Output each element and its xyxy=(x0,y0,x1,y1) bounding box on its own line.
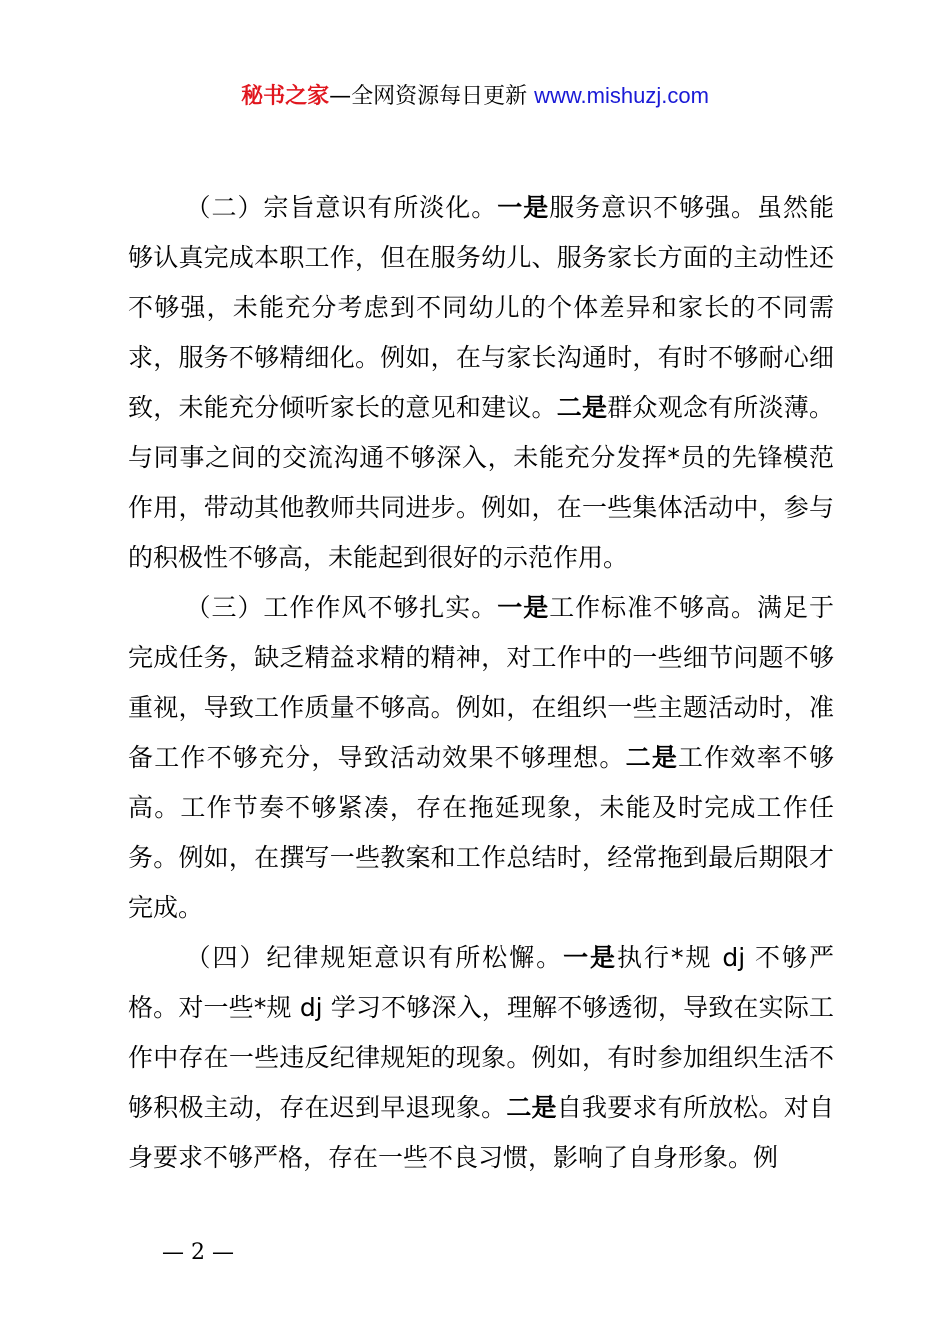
site-slogan: —全网资源每日更新 xyxy=(329,84,535,109)
paragraph xyxy=(128,933,834,1183)
point-marker: 二是 xyxy=(506,1093,557,1122)
paragraph xyxy=(128,583,834,933)
paragraph-text: 工作效率不够高。工作节奏不够紧凑，存在拖延现象，未能及时完成工作任务。例如，在撰写一些教案和工作总结时，经常拖到最后期限才完成。 xyxy=(128,743,834,922)
point-marker: 一是 xyxy=(563,943,618,972)
site-header xyxy=(0,80,950,113)
paragraph xyxy=(128,183,834,583)
paragraph-text: 群众观念有所淡薄。与同事之间的交流沟通不够深入，未能充分发挥*员的先锋模范作用，带动其他教师共同进步。例如，在一些集体活动中，参与的积极性不够高，未能起到很好的示范作用。 xyxy=(128,393,834,572)
paragraph-text: 执行*规 dj 不够严格。对一些*规 dj 学习不够深入，理解不够透彻，导致在实际工作中存在一些违反纪律规矩的现象。例如，有时参加组织生活不够积极主动，存在迟到早退现象。 xyxy=(128,943,834,1122)
point-marker: 一是 xyxy=(497,193,550,222)
page-number: — 2 — xyxy=(162,1240,234,1265)
site-url[interactable]: www.mishuzj.com xyxy=(534,83,709,108)
point-marker: 二是 xyxy=(556,393,608,422)
paragraph-text: 工作标准不够高。满足于完成任务，缺乏精益求精的精神，对工作中的一些细节问题不够重视，导致工作质量不够高。例如，在组织一些主题活动时，准备工作不够充分，导致活动效果不够理想。 xyxy=(128,593,834,772)
point-marker: 一是 xyxy=(497,593,550,622)
document-body xyxy=(128,183,834,1183)
paragraph-heading: （二）宗旨意识有所淡化。 xyxy=(185,193,498,222)
site-brand: 秘书之家 xyxy=(241,84,330,109)
paragraph-heading: （三）工作作风不够扎实。 xyxy=(185,593,498,622)
paragraph-text: 自我要求有所放松。对自身要求不够严格，存在一些不良习惯，影响了自身形象。例 xyxy=(128,1093,834,1172)
paragraph-heading: （四）纪律规矩意识有所松懈。 xyxy=(185,943,564,972)
point-marker: 二是 xyxy=(625,743,679,772)
paragraph-text: 服务意识不够强。虽然能够认真完成本职工作，但在服务幼儿、服务家长方面的主动性还不够强，未能充分考虑到不同幼儿的个体差异和家长的不同需求，服务不够精细化。例如，在与家长沟通时，有时不够耐心细致，未能充分倾听家长的意见和建议。 xyxy=(128,193,834,422)
